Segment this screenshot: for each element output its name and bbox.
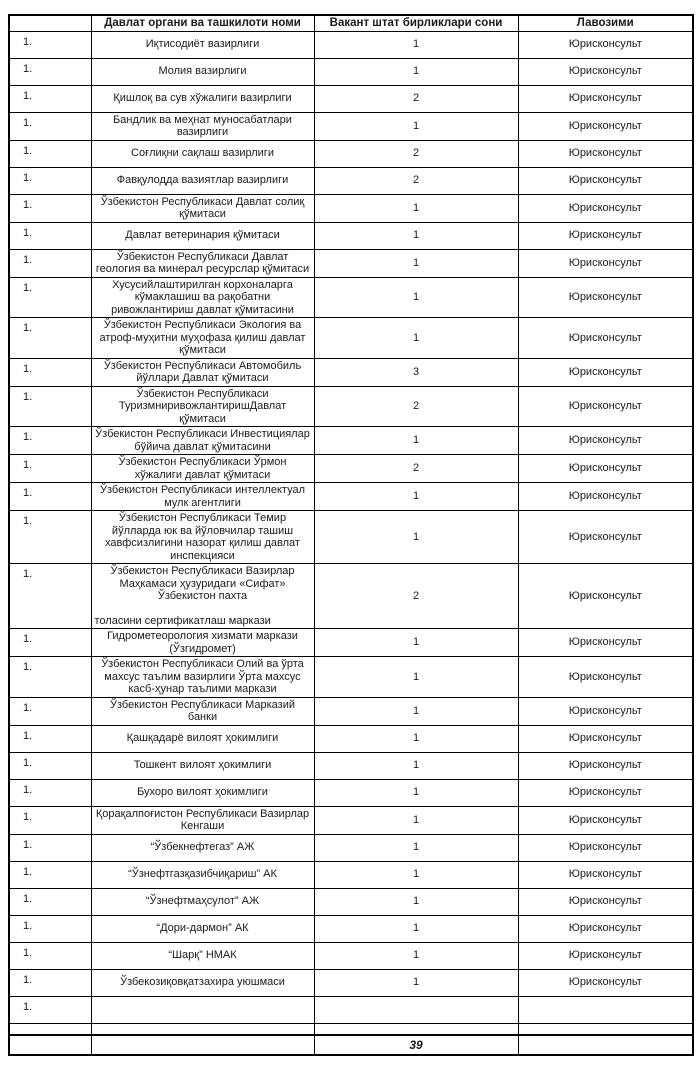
- row-number-cell: [9, 657, 91, 698]
- table-row: [9, 167, 693, 194]
- position-title: Юрисконсульт: [518, 834, 693, 861]
- row-number-cell: [9, 222, 91, 249]
- vacancy-count: 1: [314, 194, 518, 222]
- org-name-cell: [91, 455, 314, 483]
- org-name-cell: [91, 511, 314, 564]
- table-row: [9, 511, 693, 564]
- vacancy-count: 1: [314, 969, 518, 996]
- vacancy-count: 1: [314, 629, 518, 657]
- table-row: [9, 358, 693, 386]
- position-title: Юрисконсульт: [518, 564, 693, 629]
- row-number-cell: [9, 31, 91, 58]
- org-name: Фавқулодда вазиятлар вазирлиги: [116, 174, 289, 187]
- row-number-cell: [9, 455, 91, 483]
- vacancy-count: 1: [314, 58, 518, 85]
- vacancy-count: 1: [314, 942, 518, 969]
- row-number-cell: [9, 888, 91, 915]
- row-number-cell: [9, 564, 91, 629]
- row-number-cell: [9, 942, 91, 969]
- position-title: Юрисконсульт: [518, 167, 693, 194]
- table-row: [9, 1035, 693, 1055]
- row-number: 1.: [23, 144, 33, 157]
- row-number: 1.: [23, 810, 33, 823]
- table-row: [9, 725, 693, 752]
- org-name-cell: [91, 915, 314, 942]
- row-number-cell: [9, 167, 91, 194]
- row-number-cell: [9, 725, 91, 752]
- row-number: 1.: [23, 89, 33, 102]
- position-title: Юрисконсульт: [518, 629, 693, 657]
- row-number: 1.: [23, 362, 33, 375]
- vacancy-count: 1: [314, 697, 518, 725]
- table-header: [9, 15, 693, 31]
- table-row: [9, 483, 693, 511]
- row-number: 1.: [23, 973, 33, 986]
- table-row: [9, 140, 693, 167]
- org-name-cell: [91, 629, 314, 657]
- org-name-cell: [91, 31, 314, 58]
- vacancies-table: [8, 14, 694, 1056]
- vacancy-count: 1: [314, 427, 518, 455]
- vacancy-count: 2: [314, 564, 518, 629]
- org-name: Давлат ветеринария қўмитаси: [125, 229, 280, 242]
- vacancy-count: [314, 996, 518, 1023]
- position-title: Юрисконсульт: [518, 725, 693, 752]
- table-row: [9, 1023, 693, 1035]
- vacancy-count: 2: [314, 85, 518, 112]
- org-name-cell: [91, 277, 314, 318]
- table-row: [9, 834, 693, 861]
- org-name: Молия вазирлиги: [158, 65, 247, 78]
- org-name-cell: [91, 140, 314, 167]
- row-number-cell: [9, 194, 91, 222]
- vacancy-count: 1: [314, 511, 518, 564]
- row-number: 1.: [23, 701, 33, 714]
- org-name-cell: [91, 358, 314, 386]
- org-name-cell: [91, 779, 314, 806]
- org-name: Қашқадарё вилоят ҳокимлиги: [126, 732, 279, 745]
- row-number-cell: [9, 140, 91, 167]
- vacancy-count: 1: [314, 222, 518, 249]
- org-name-cell: [91, 834, 314, 861]
- row-number-cell: [9, 358, 91, 386]
- table-row: [9, 318, 693, 359]
- org-name-cell: [91, 318, 314, 359]
- vacancy-count: 1: [314, 806, 518, 834]
- vacancy-count: 2: [314, 167, 518, 194]
- row-number-cell: [9, 969, 91, 996]
- org-name-cell: [91, 657, 314, 698]
- position-title: [518, 1023, 693, 1035]
- row-number: 1.: [23, 568, 33, 580]
- row-number: 1.: [23, 35, 33, 48]
- position-title: Юрисконсульт: [518, 386, 693, 427]
- row-number-cell: [9, 58, 91, 85]
- position-title: Юрисконсульт: [518, 888, 693, 915]
- position-title: Юрисконсульт: [518, 657, 693, 698]
- position-title: Юрисконсульт: [518, 511, 693, 564]
- org-name: “Шарқ” НМАК: [168, 949, 237, 962]
- vacancy-count: 1: [314, 112, 518, 140]
- position-title: Юрисконсульт: [518, 455, 693, 483]
- row-number-cell: [9, 112, 91, 140]
- org-name: Ўзбекистон Республикаси Давлат солиқ қўмитаси: [100, 195, 305, 220]
- table-row: [9, 657, 693, 698]
- table-row: [9, 806, 693, 834]
- vacancy-count: 1: [314, 915, 518, 942]
- table-row: [9, 861, 693, 888]
- position-title: Юрисконсульт: [518, 194, 693, 222]
- row-number-cell: [9, 834, 91, 861]
- position-title: Юрисконсульт: [518, 140, 693, 167]
- position-title: Юрисконсульт: [518, 752, 693, 779]
- org-name: Хусусийлаштирилган корхоналарга кўмаклашиш ва рақобатни ривожлантириш давлат қўмитасини: [111, 278, 294, 316]
- org-name: Бандлик ва меҳнат муносабатлари вазирлиги: [113, 113, 292, 138]
- org-name: Тошкент вилоят ҳокимлиги: [133, 759, 272, 772]
- vacancy-count: 1: [314, 657, 518, 698]
- org-name: Ўзбекистон Республикаси Олий ва ўрта махсус таълим вазирлиги Ўрта махсус касб-ҳунар таълими маркази: [101, 658, 304, 695]
- org-name-extra: толасини сертификатлаш маркази: [94, 614, 271, 627]
- position-title: [518, 1035, 693, 1055]
- position-title: Юрисконсульт: [518, 483, 693, 511]
- org-name-cell: [91, 725, 314, 752]
- org-name-cell: [91, 806, 314, 834]
- position-title: Юрисконсульт: [518, 358, 693, 386]
- header-position: Лавозими: [518, 15, 693, 31]
- org-name-cell: [91, 222, 314, 249]
- org-name: Ўзбекистон Республикаси интеллектуал мулк агентлиги: [100, 484, 305, 509]
- org-name: Ўзбекозиқовқатзахира уюшмаси: [120, 976, 285, 989]
- vacancy-count: 2: [314, 140, 518, 167]
- header-row: [9, 15, 693, 31]
- row-number: 1.: [23, 226, 33, 239]
- position-title: Юрисконсульт: [518, 31, 693, 58]
- vacancy-count: 3: [314, 358, 518, 386]
- row-number-cell: [9, 996, 91, 1023]
- row-number: 1.: [23, 946, 33, 959]
- vacancy-count: 1: [314, 483, 518, 511]
- org-name-cell: [91, 697, 314, 725]
- row-number: 1.: [23, 253, 33, 266]
- vacancy-count: 2: [314, 455, 518, 483]
- position-title: Юрисконсульт: [518, 969, 693, 996]
- table-row: [9, 386, 693, 427]
- org-name-cell: [91, 969, 314, 996]
- table-row: [9, 969, 693, 996]
- table-row: [9, 697, 693, 725]
- org-name: Ўзбекистон Республикаси ТуризмниривожлантиришДавлат қўмитаси: [118, 387, 287, 425]
- table-row: [9, 942, 693, 969]
- row-number-cell: [9, 697, 91, 725]
- vacancy-count: 1: [314, 752, 518, 779]
- org-name: Ўзбекистон Республикаси Давлат геология ва минерал ресурслар қўмитаси: [95, 250, 310, 275]
- position-title: Юрисконсульт: [518, 427, 693, 455]
- vacancy-count: 1: [314, 318, 518, 359]
- table-row: [9, 752, 693, 779]
- table-row: [9, 277, 693, 318]
- row-number-cell: [9, 861, 91, 888]
- position-title: Юрисконсульт: [518, 249, 693, 277]
- org-name: “Ўзбекнефтегаз” АЖ: [150, 841, 255, 854]
- position-title: Юрисконсульт: [518, 942, 693, 969]
- row-number: 1.: [23, 919, 33, 932]
- org-name: Иқтисодиёт вазирлиги: [145, 38, 260, 51]
- org-name: Ўзбекистон Республикаси Темир йўлларда юк ва йўловчилар ташиш хавфсизлигини назорат қилиш давлат инспекцияси: [105, 512, 300, 562]
- org-name-cell: [91, 752, 314, 779]
- row-number-cell: [9, 1035, 91, 1055]
- table-row: [9, 31, 693, 58]
- table-row: [9, 249, 693, 277]
- org-name: “Ўзнефтгазқазибчиқариш” АК: [128, 868, 277, 881]
- row-number: 1.: [23, 171, 33, 184]
- table-row: [9, 779, 693, 806]
- header-vacancy-count: Вакант штат бирликлари сони: [314, 15, 518, 31]
- row-number-cell: [9, 752, 91, 779]
- vacancy-count: 1: [314, 249, 518, 277]
- table-row: [9, 194, 693, 222]
- vacancy-count: [314, 1023, 518, 1035]
- row-number: 1.: [23, 431, 33, 443]
- table-row: [9, 455, 693, 483]
- vacancy-count: 1: [314, 779, 518, 806]
- org-name: Ўзбекистон Республикаси Инвестициялар бўйича давлат қўмитасини: [95, 428, 310, 453]
- row-number-cell: [9, 1023, 91, 1035]
- vacancy-count: 1: [314, 834, 518, 861]
- row-number-cell: [9, 318, 91, 359]
- position-title: Юрисконсульт: [518, 222, 693, 249]
- org-name: “Ўзнефтмаҳсулот” АЖ: [145, 895, 260, 908]
- org-name: Ўзбекистон Республикаси Вазирлар Маҳкамаси ҳузуридаги «Сифат» Ўзбекистон пахта: [110, 565, 295, 602]
- table-row: [9, 629, 693, 657]
- position-title: Юрисконсульт: [518, 318, 693, 359]
- row-number: 1.: [23, 729, 33, 742]
- org-name: Бухоро вилоят ҳокимлиги: [137, 786, 268, 799]
- org-name: Гидрометеорология хизмати маркази (Ўзгидромет): [107, 630, 298, 655]
- org-name: Ўзбекистон Республикаси Ўрмон хўжалиги давлат қўмитаси: [118, 456, 287, 481]
- org-name-cell: [91, 386, 314, 427]
- row-number-cell: [9, 629, 91, 657]
- position-title: Юрисконсульт: [518, 861, 693, 888]
- org-name: Ўзбекистон Республикаси Марказий банки: [109, 698, 296, 723]
- table-row: [9, 222, 693, 249]
- org-name: Қишлоқ ва сув хўжалиги вазирлиги: [113, 92, 292, 105]
- position-title: Юрисконсульт: [518, 277, 693, 318]
- position-title: Юрисконсульт: [518, 779, 693, 806]
- position-title: Юрисконсульт: [518, 915, 693, 942]
- row-number-cell: [9, 915, 91, 942]
- row-number: 1.: [23, 783, 33, 796]
- org-name-cell: [91, 1023, 314, 1035]
- row-number-cell: [9, 249, 91, 277]
- row-number-cell: [9, 806, 91, 834]
- row-number: 1.: [23, 515, 33, 527]
- table-row: [9, 915, 693, 942]
- row-number: 1.: [23, 487, 33, 499]
- row-number-cell: [9, 511, 91, 564]
- vacancy-count: 1: [314, 277, 518, 318]
- table-row: [9, 112, 693, 140]
- table-row: [9, 564, 693, 629]
- row-number-cell: [9, 779, 91, 806]
- position-title: Юрисконсульт: [518, 85, 693, 112]
- position-title: Юрисконсульт: [518, 697, 693, 725]
- row-number: 1.: [23, 756, 33, 769]
- vacancy-count: 1: [314, 861, 518, 888]
- row-number-cell: [9, 427, 91, 455]
- table-row: [9, 427, 693, 455]
- row-number: 1.: [23, 892, 33, 905]
- row-number: 1.: [23, 198, 33, 211]
- row-number: 1.: [23, 865, 33, 878]
- row-number: 1.: [23, 1000, 33, 1013]
- row-number: 1.: [23, 390, 33, 403]
- row-number-cell: [9, 386, 91, 427]
- position-title: Юрисконсульт: [518, 806, 693, 834]
- header-number: [9, 15, 91, 31]
- org-name: Ўзбекистон Республикаси Экология ва атроф-муҳитни муҳофаза қилиш давлат қўмитаси: [99, 319, 306, 356]
- org-name-cell: [91, 1035, 314, 1055]
- header-org-name: Давлат органи ва ташкилоти номи: [91, 15, 314, 31]
- org-name-cell: [91, 861, 314, 888]
- org-name-cell: [91, 249, 314, 277]
- row-number: 1.: [23, 633, 33, 645]
- org-name-cell: [91, 483, 314, 511]
- org-name-cell: [91, 427, 314, 455]
- table-row: [9, 888, 693, 915]
- vacancy-count: 2: [314, 386, 518, 427]
- row-number: 1.: [23, 322, 33, 334]
- vacancy-count: 1: [314, 888, 518, 915]
- org-name-cell: [91, 194, 314, 222]
- position-title: [518, 996, 693, 1023]
- row-number-cell: [9, 277, 91, 318]
- org-name-cell: [91, 942, 314, 969]
- vacancy-count: 39: [314, 1035, 518, 1055]
- org-name-cell: [91, 996, 314, 1023]
- position-title: Юрисконсульт: [518, 112, 693, 140]
- row-number: 1.: [23, 459, 33, 471]
- row-number: 1.: [23, 281, 33, 294]
- row-number: 1.: [23, 661, 33, 673]
- row-number: 1.: [23, 838, 33, 851]
- vacancy-count: 1: [314, 31, 518, 58]
- table-row: [9, 58, 693, 85]
- vacancy-count: 1: [314, 725, 518, 752]
- org-name: Соғлиқни сақлаш вазирлиги: [131, 147, 274, 160]
- table-row: [9, 996, 693, 1023]
- org-name: Қорақалпоғистон Республикаси Вазирлар Кенгаши: [95, 807, 310, 832]
- org-name-cell: [91, 58, 314, 85]
- row-number: 1.: [23, 116, 33, 129]
- org-name: Ўзбекистон Республикаси Автомобиль йўллари Давлат қўмитаси: [103, 359, 302, 384]
- org-name-cell: [91, 112, 314, 140]
- row-number: 1.: [23, 62, 33, 75]
- org-name-cell: [91, 85, 314, 112]
- row-number-cell: [9, 85, 91, 112]
- org-name-cell: [91, 888, 314, 915]
- position-title: Юрисконсульт: [518, 58, 693, 85]
- row-number-cell: [9, 483, 91, 511]
- table-row: [9, 85, 693, 112]
- org-name: “Дори-дармон” АК: [156, 922, 249, 935]
- org-name-cell: [91, 564, 314, 629]
- org-name-cell: [91, 167, 314, 194]
- table-body: [9, 31, 693, 1055]
